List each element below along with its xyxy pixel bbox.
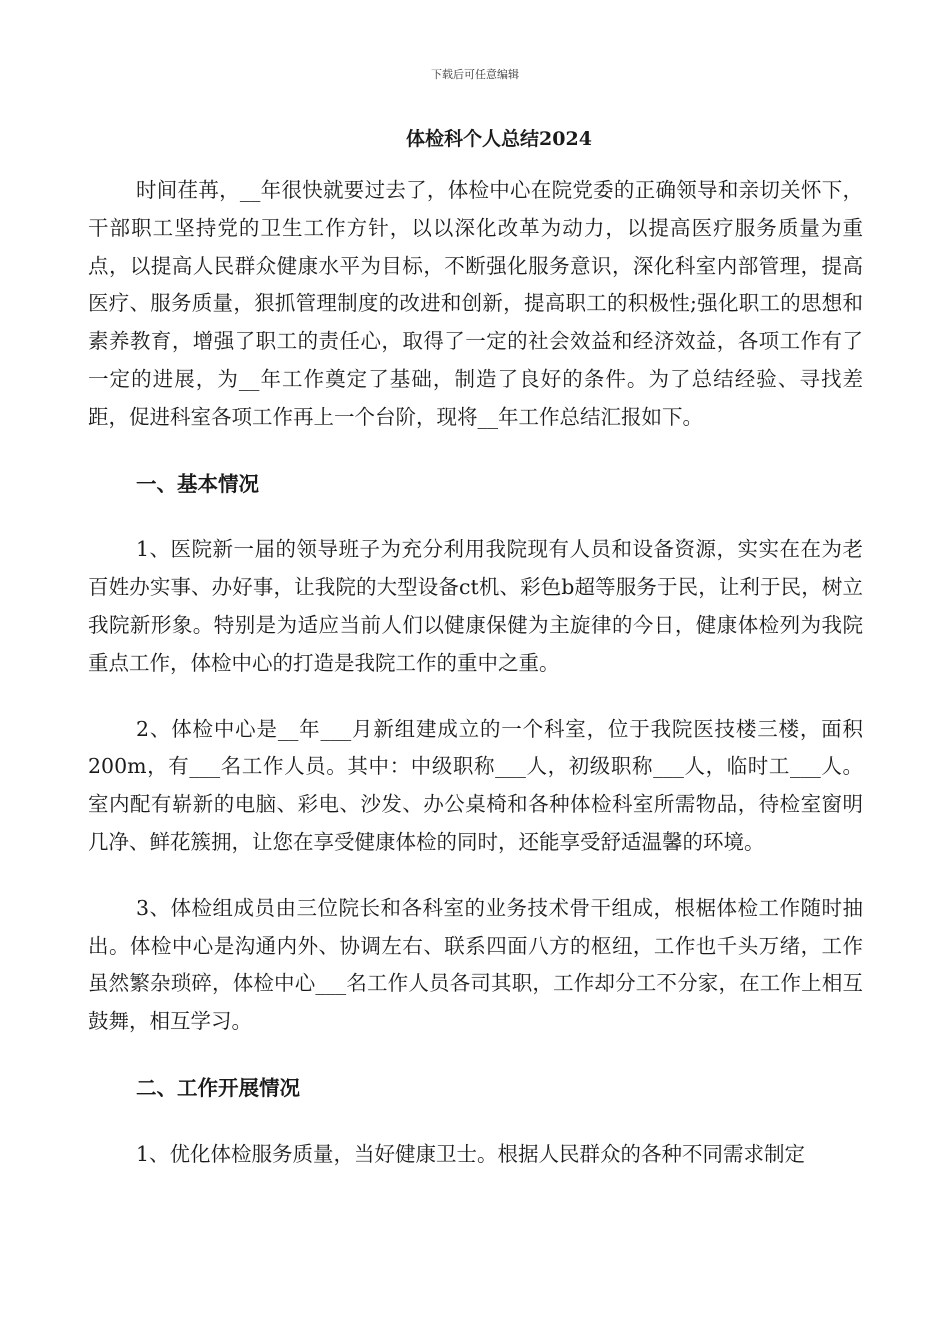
paragraph: 2、体检中心是__年___月新组建成立的一个科室，位于我院医技楼三楼，面积200m，有___名工作人员。其中：中级职称___人，初级职称___人，临时工___人。室内配有崭新的电脑、彩电、沙发、办公桌椅和各种体检科室所需物品，待检室窗明几净、鲜花簇拥，让您在享受健康体检的同时，还能享受舒适温馨的环境。 xyxy=(88,716,863,854)
section-heading-work: 二、工作开展情况 xyxy=(136,1075,300,1100)
paragraph: 1、优化体检服务质量，当好健康卫士。根据人民群众的各种不同需求制定 xyxy=(136,1141,806,1166)
paragraph: 3、体检组成员由三位院长和各科室的业务技术骨干组成，根椐体检工作随时抽出。体检中心是沟通内外、协调左右、联系四面八方的枢纽，工作也千头万绪，工作虽然繁杂琐碎，体检中心___名工作人员各司其职，工作却分工不分家，在工作上相互鼓舞，相互学习。 xyxy=(88,895,863,1034)
section-heading-basic: 一、基本情况 xyxy=(136,471,259,496)
intro-paragraph: 时间荏苒，__年很快就要过去了，体检中心在院党委的正确领导和亲切关怀下，干部职工坚持党的卫生工作方针，以以深化改革为动力，以提高医疗服务质量为重点，以提高人民群众健康水平为目标，不断强化服务意识，深化科室内部管理，提高医疗、服务质量，狠抓管理制度的改进和创新，提高职工的积极性;强化职工的思想和素养教育，增强了职工的责任心，取得了一定的社会效益和经济效益，各项工作有了一定的进展，为__年工作奠定了基础，制造了良好的条件。为了总结经验、寻找差距，促进科室各项工作再上一个台阶，现将__年工作总结汇报如下。 xyxy=(88,178,863,429)
document-body xyxy=(88,172,863,1174)
paragraph: 1、医院新一届的领导班子为充分利用我院现有人员和设备资源，实实在在为老百姓办实事、办好事，让我院的大型设备ct机、彩色b超等服务于民，让利于民，树立我院新形象。特别是为适应当前人们以健康保健为主旋律的今日，健康体检列为我院重点工作，体检中心的打造是我院工作的重中之重。 xyxy=(88,537,863,675)
header-note: 下载后可任意编辑 xyxy=(431,68,519,81)
document-title: 体检科个人总结2024 xyxy=(406,128,592,150)
